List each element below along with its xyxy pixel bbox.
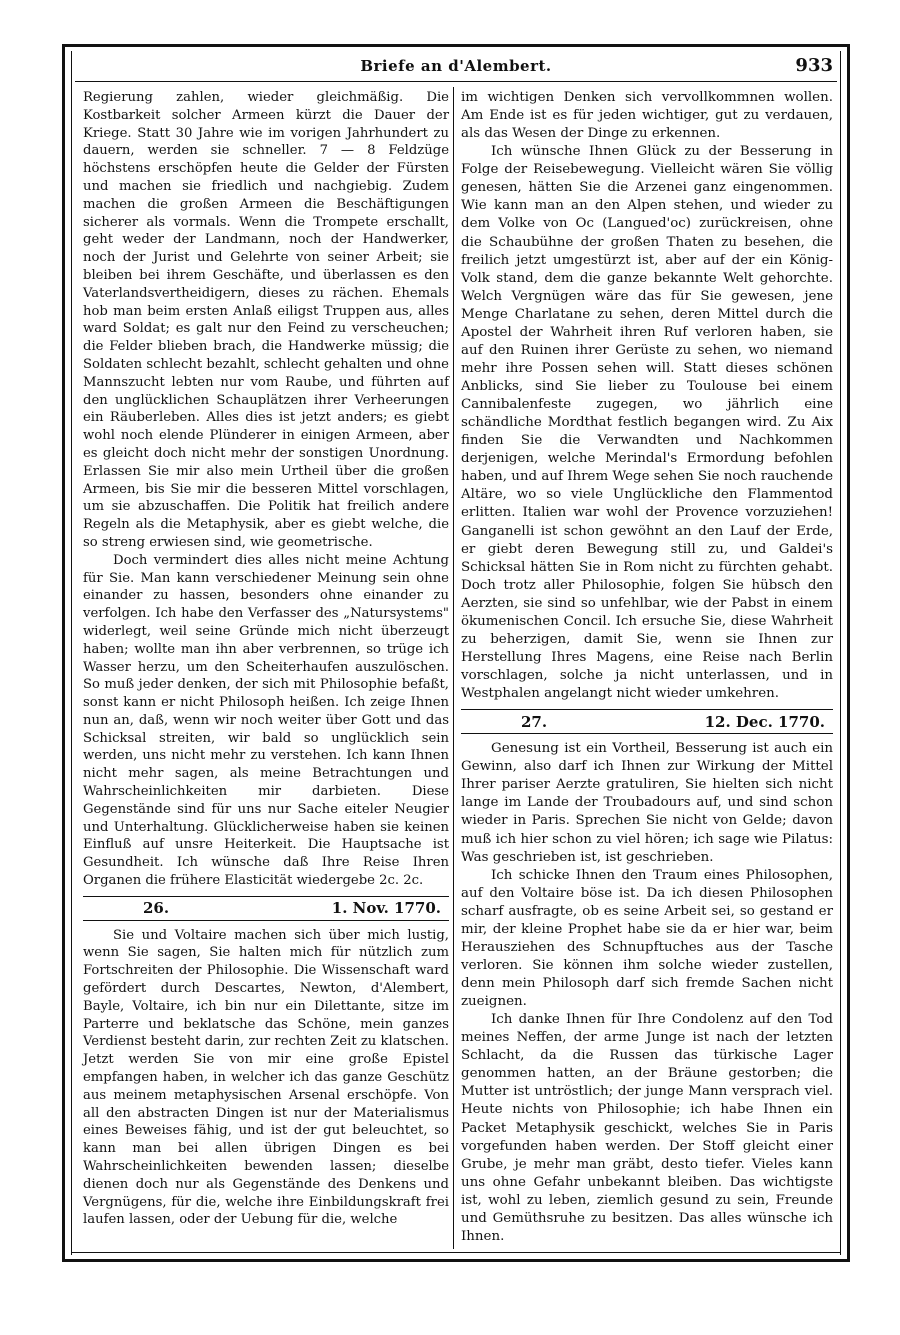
paragraph: Sie und Voltaire machen sich über mich lustig, wenn Sie sagen, Sie halten mich für nützlich zum Fortschreiten der Philosophie. Die Wissenschaft ward gefördert durch Descartes, Newton, d'Alembert, Bayle, Voltaire, ich bin nur ein Dilettante, sitze im Parterre und beklatsche das Schöne, mein ganzes Verdienst besteht darin, zur rechten Zeit zu klatschen. Jetzt werden Sie von mir eine große Epistel empfangen haben, in welcher ich das ganze Geschütz aus meinem metaphysischen Arsenal erschöpfe. Von all den abstracten Dingen ist nur der Materialismus eines Beweises fähig, und ist der gut beleuchtet, so kann man bei allen übrigen Dingen es bei Wahrscheinlichkeiten bewenden lassen; dieselbe dienen doch nur als Gegenstände des Denkens und Vergnügens, für die, welche ihre Einbildungskraft frei laufen lassen, oder der Uebung für die, welche [83, 927, 449, 1228]
page-number: 933 [795, 55, 833, 76]
frame-rule-left [71, 51, 72, 1255]
paragraph: Ich schicke Ihnen den Traum eines Philosophen, auf den Voltaire böse ist. Da ich diesen Philosophen scharf ausfragte, ob es seine Arbeit sei, so gestand er mir, der kleine Prophet habe sie da er hier war, beim Herausziehen des Schnupftuches aus der Tasche verloren. Sie können ihm solche wieder zustellen, denn mein Philosoph darf sich fremde Sachen nicht zueignen. [461, 867, 833, 1010]
column-divider [453, 87, 454, 1249]
letter-number: 26. [143, 898, 170, 917]
paragraph: Doch vermindert dies alles nicht meine Achtung für Sie. Man kann verschiedener Meinung sein ohne einander zu hassen, besonders ohne einander zu verfolgen. Ich habe den Verfasser des „Natursystems" widerlegt, weil seine Gründe mich nicht überzeugt haben; wollte man ihn aber verbrennen, so trüge ich Wasser herzu, um den Scheiterhaufen auszulöschen. So muß jeder denken, der sich mit Philosophie befaßt, sonst kann er nicht Philosoph heißen. Ich zeige Ihnen nun an, daß, wenn wir noch weiter über Gott und das Schicksal streiten, wir bald so unglücklich sein werden, uns nicht mehr zu verstehen. Ich kann Ihnen nicht mehr sagen, als meine Betrachtungen und Wahrscheinlichkeiten mir darbieten. Diese Gegenstände sind für uns nur Sache eiteler Neugier und Unterhaltung. Glücklicherweise haben sie keinen Einfluß auf unsre Heiterkeit. Die Hauptsache ist Gesundheit. Ich wünsche daß Ihre Reise Ihren Organen die frühere Elasticität wiedergebe 2c. 2c. [83, 552, 449, 889]
letter-date: 12. Dec. 1770. [704, 713, 825, 732]
right-column [461, 89, 833, 1246]
paragraph: Regierung zahlen, wieder gleichmäßig. Die Kostbarkeit solcher Armeen kürzt die Dauer der Kriege. Statt 30 Jahre wie im vorigen Jahrhundert zu dauern, werden sie schneller. 7 — 8 Feldzüge höchstens erschöpfen heute die Gelder der Fürsten und machen sie friedlich und nachgiebig. Zudem machen die großen Armeen die Beschäftigungen sicherer als vormals. Wenn die Trompete erschallt, geht weder der Landmann, noch der Handwerker, noch der Jurist und Gelehrte von seiner Arbeit; sie bleiben bei ihrem Geschäfte, und überlassen es den Vaterlandsvertheidigern, dieses zu rächen. Ehemals hob man beim ersten Anlaß eiligst Truppen aus, alles ward Soldat; es galt nur den Feind zu verscheuchen; die Felder blieben brach, die Handwerke müssig; die Soldaten schlecht bezahlt, schlecht gehalten und ohne Mannszucht lebten nur vom Raube, und führten auf den unglücklichen Schauplätzen ihrer Verheerungen ein Räuberleben. Alles dies ist jetzt anders; es giebt wohl noch elende Plünderer in einigen Armeen, aber es gleicht doch nicht mehr der sonstigen Unordnung. Erlassen Sie mir also mein Urtheil über die großen Armeen, bis Sie mir die besseren Mittel vorschlagen, um sie abzuschaffen. Die Politik hat freilich andere Regeln als die Metaphysik, aber es giebt welche, die so streng erwiesen sind, wie geometrische. [83, 90, 449, 550]
frame-rule-bottom [71, 1252, 841, 1253]
letter-heading-26 [83, 896, 449, 921]
letter-heading-27 [461, 709, 833, 734]
paragraph: im wichtigen Denken sich vervollkommnen wollen. Am Ende ist es für jeden wichtiger, gut zu verdauen, als das Wesen der Dinge zu erkennen. [461, 90, 833, 142]
left-column [83, 89, 449, 1229]
running-header [75, 53, 837, 82]
page-frame [62, 44, 850, 1262]
letter-date: 1. Nov. 1770. [331, 898, 441, 917]
paragraph: Genesung ist ein Vortheil, Besserung ist auch ein Gewinn, also darf ich Ihnen zur Wirkung der Mittel Ihrer pariser Aerzte gratuliren, Sie hielten sich nicht lange im Lande der Troubadours auf, und sind schon wieder in Paris. Sprechen Sie nicht von Gelde; davon muß ich hier schon zu viel hören; ich sage wie Pilatus: Was geschrieben ist, ist geschrieben. [461, 741, 833, 865]
letter-number: 27. [521, 713, 548, 732]
frame-rule-right [840, 51, 841, 1255]
paragraph: Ich danke Ihnen für Ihre Condolenz auf den Tod meines Neffen, der arme Junge ist nach der letzten Schlacht, da die Russen das türkische Lager genommen hatten, an der Bräune gestorben; die Mutter ist untröstlich; der junge Mann versprach viel. Heute nichts von Philosophie; ich habe Ihnen ein Packet Metaphysik geschickt, welches Sie in Paris vorgefunden haben werden. Der Stoff gleicht einer Grube, je mehr man gräbt, desto tiefer. Vieles kann uns ohne Gefahr unbekannt bleiben. Das wichtigste ist, wohl zu leben, ziemlich gesund zu sein, Freunde und Gemüthsruhe zu besitzen. Das alles wünsche ich Ihnen. [461, 1012, 833, 1244]
paragraph: Ich wünsche Ihnen Glück zu der Besserung in Folge der Reisebewegung. Vielleicht wären Sie völlig genesen, hätten Sie die Arzenei ganz eingenommen. Wie kann man an den Alpen stehen, und wieder zu dem Volke von Oc (Langued'oc) zurückreisen, ohne die Schaubühne der großen Thaten zu besehen, die freilich jetzt umgestürzt ist, aber auf der ein König-Volk stand, dem die ganze bekannte Welt gehorchte. Welch Vergnügen wäre das für Sie gewesen, jene Menge Charlatane zu sehen, deren Mittel durch die Apostel der Wahrheit ihren Ruf verloren haben, sie auf den Ruinen ihrer Gerüste zu sehen, wo niemand mehr ihre Possen sehen will. Statt dieses schönen Anblicks, sind Sie lieber zu Toulouse bei einem Cannibalenfeste zugegen, wo jährlich eine schändliche Mordthat festlich begangen wird. Zu Aix finden Sie die Verwandten und Nachkommen derjenigen, welche Merindal's Ermordung befohlen haben, und auf Ihrem Wege sehen Sie noch rauchende Altäre, wo so viele Unglückliche den Flammentod erlitten. Italien war wohl der Provence vorzuziehen! Ganganelli ist schon gewöhnt an den Lauf der Erde, er giebt deren Bewegung still zu, und Galdei's Schicksal hätten Sie in Rom nicht zu fürchten gehabt. Doch trotz aller Philosophie, folgen Sie hübsch den Aerzten, sie sind so unfehlbar, wie der Pabst in einem ökumenischen Concil. Ich ersuche Sie, diese Wahrheit zu beherzigen, damit Sie, wenn sie Ihnen zur Herstellung Ihres Magens, eine Reise nach Berlin vorschlagen, solche ja nicht unterlassen, und in Westphalen angelangt nicht wieder umkehren. [461, 144, 833, 702]
running-title: Briefe an d'Alembert. [360, 57, 552, 75]
